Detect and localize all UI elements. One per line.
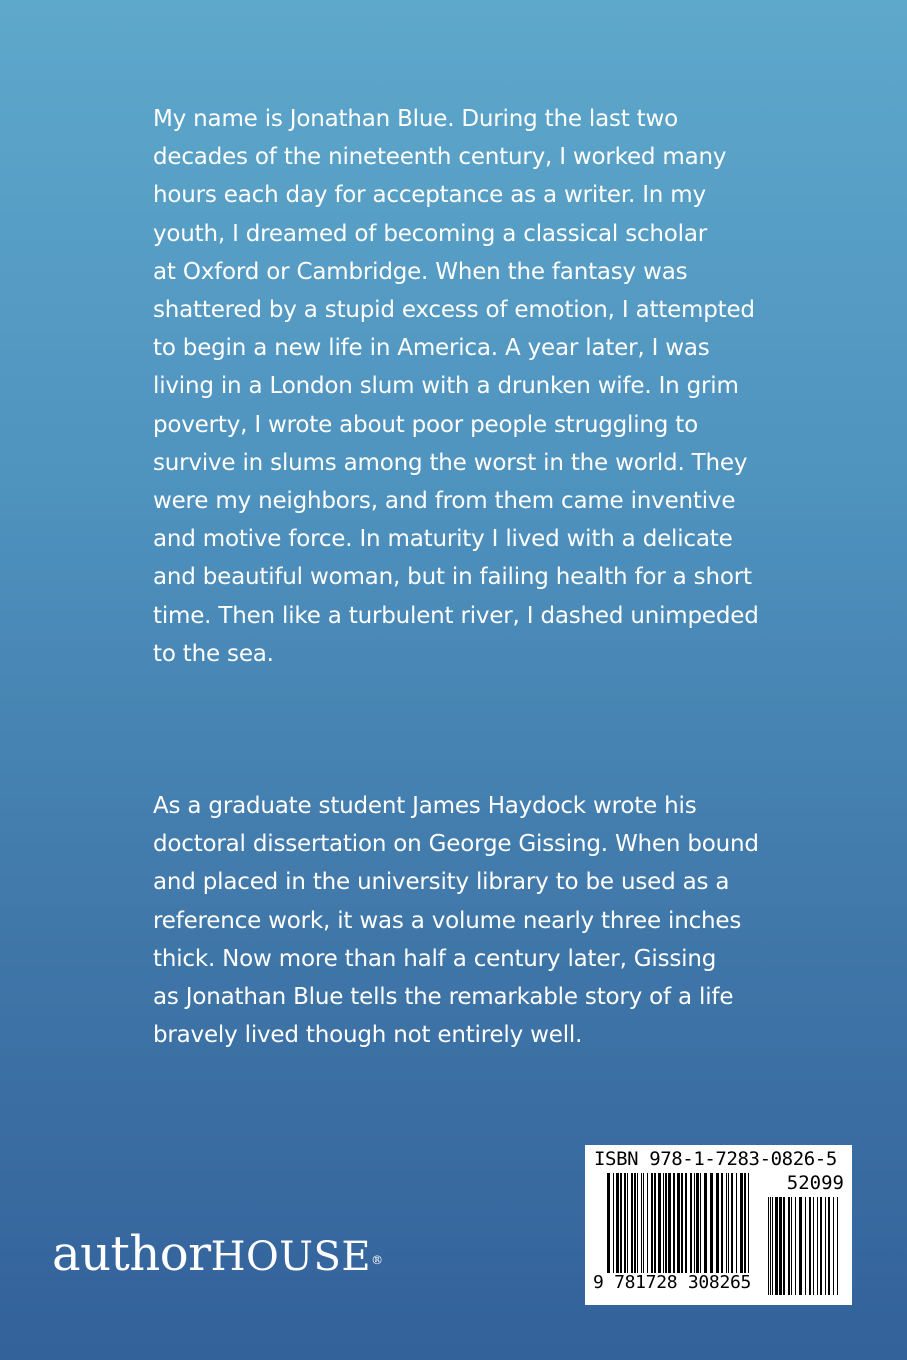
barcode-bar	[665, 1173, 667, 1273]
barcode-bar	[833, 1197, 834, 1295]
barcode-bar	[783, 1197, 785, 1295]
barcode-bar	[631, 1173, 633, 1273]
barcode-bar	[685, 1173, 687, 1273]
barcode-bar	[779, 1197, 782, 1295]
barcode-bar	[828, 1197, 830, 1295]
barcode-bar	[658, 1173, 661, 1273]
barcode-bar	[663, 1173, 664, 1273]
barcode-bar	[647, 1173, 648, 1273]
barcode-bar	[740, 1173, 743, 1273]
barcode-bar	[651, 1173, 653, 1273]
blurb-paragraph-first-person: My name is Jonathan Blue. During the last two decades of the nineteenth century, I worked many hours each day for acceptance as a writer. In my youth, I dreamed of becoming a classical scholar at Oxford or Cambridge. When the fantasy was shattered by a stupid excess of emotion, I attempted to begin a new life in America. A year later, I was living in a London slum with a drunken wife. In grim poverty, I wrote about poor people struggling to survive in slums among the worst in the world. They were my neighbors, and from them came inventive and motive force. In maturity I lived with a delicate and beautiful woman, but in failing health for a short time. Then like a turbulent river, I dashed unimpeded to the sea.	[153, 106, 759, 667]
barcode-bar	[772, 1197, 773, 1295]
barcode-bar	[690, 1173, 692, 1273]
barcode-bar	[607, 1173, 610, 1273]
barcode-bar	[820, 1197, 822, 1295]
barcode-bar	[748, 1173, 749, 1273]
barcode-bar	[696, 1173, 699, 1273]
barcode-bar	[731, 1173, 733, 1273]
barcode-bar	[716, 1173, 719, 1273]
barcode-bar	[641, 1173, 642, 1273]
barcode-bar	[721, 1173, 723, 1273]
barcode-bar	[668, 1173, 671, 1273]
barcode-bar	[768, 1197, 769, 1295]
barcode-bar	[736, 1173, 737, 1273]
logo-text-author: author	[52, 1226, 211, 1282]
barcode-bar	[627, 1173, 628, 1273]
price-code: 52099	[786, 1172, 844, 1194]
barcode-bar	[837, 1197, 838, 1295]
registered-mark: ®	[371, 1253, 384, 1267]
barcode-bar	[677, 1173, 680, 1273]
barcode-bar	[791, 1197, 792, 1295]
barcode-bar	[694, 1173, 695, 1273]
barcode-bar	[817, 1197, 818, 1295]
barcode-bar	[770, 1197, 771, 1295]
barcode-bar	[799, 1197, 802, 1295]
barcode-bar	[681, 1173, 683, 1273]
barcode-bar	[634, 1173, 636, 1273]
barcode-bar	[673, 1173, 675, 1273]
barcode-bar	[788, 1197, 790, 1295]
barcode-bar	[744, 1173, 746, 1273]
barcode-bar	[700, 1173, 701, 1273]
barcode-bar	[813, 1197, 814, 1295]
barcode-bar	[775, 1197, 778, 1295]
logo-text-house: HOUSE	[210, 1234, 372, 1280]
barcode-bar	[728, 1173, 729, 1273]
barcode-bar	[637, 1173, 638, 1273]
barcode-bar	[616, 1173, 619, 1273]
barcode-bar	[620, 1173, 622, 1273]
publisher-logo	[52, 1226, 383, 1285]
barcode-bar	[704, 1173, 707, 1273]
barcode-bar	[795, 1197, 796, 1295]
barcode-bar	[624, 1173, 626, 1273]
ean-digits: 9 781728 308265	[593, 1272, 752, 1293]
blurb-paragraph-author-bio: As a graduate student James Haydock wrote his doctoral dissertation on George Gissing. When bound and placed in the university library to be used as a reference work, it was a volume nearly three inches thick. Now more than half a century later, Gissing as Jonathan Blue tells the remarkable story of a life bravely lived though not entirely well.	[153, 793, 759, 1049]
isbn-barcode	[585, 1145, 852, 1305]
barcode-bar	[654, 1173, 656, 1273]
barcode-bar	[613, 1173, 614, 1273]
barcode-bar	[643, 1173, 644, 1273]
barcode-bar	[825, 1197, 826, 1295]
barcode-bar	[726, 1173, 727, 1273]
barcode-bar	[809, 1197, 811, 1295]
barcode-bar	[805, 1197, 806, 1295]
isbn-label: ISBN 978-1-7283-0826-5	[594, 1148, 837, 1170]
barcode-bar	[710, 1173, 713, 1273]
